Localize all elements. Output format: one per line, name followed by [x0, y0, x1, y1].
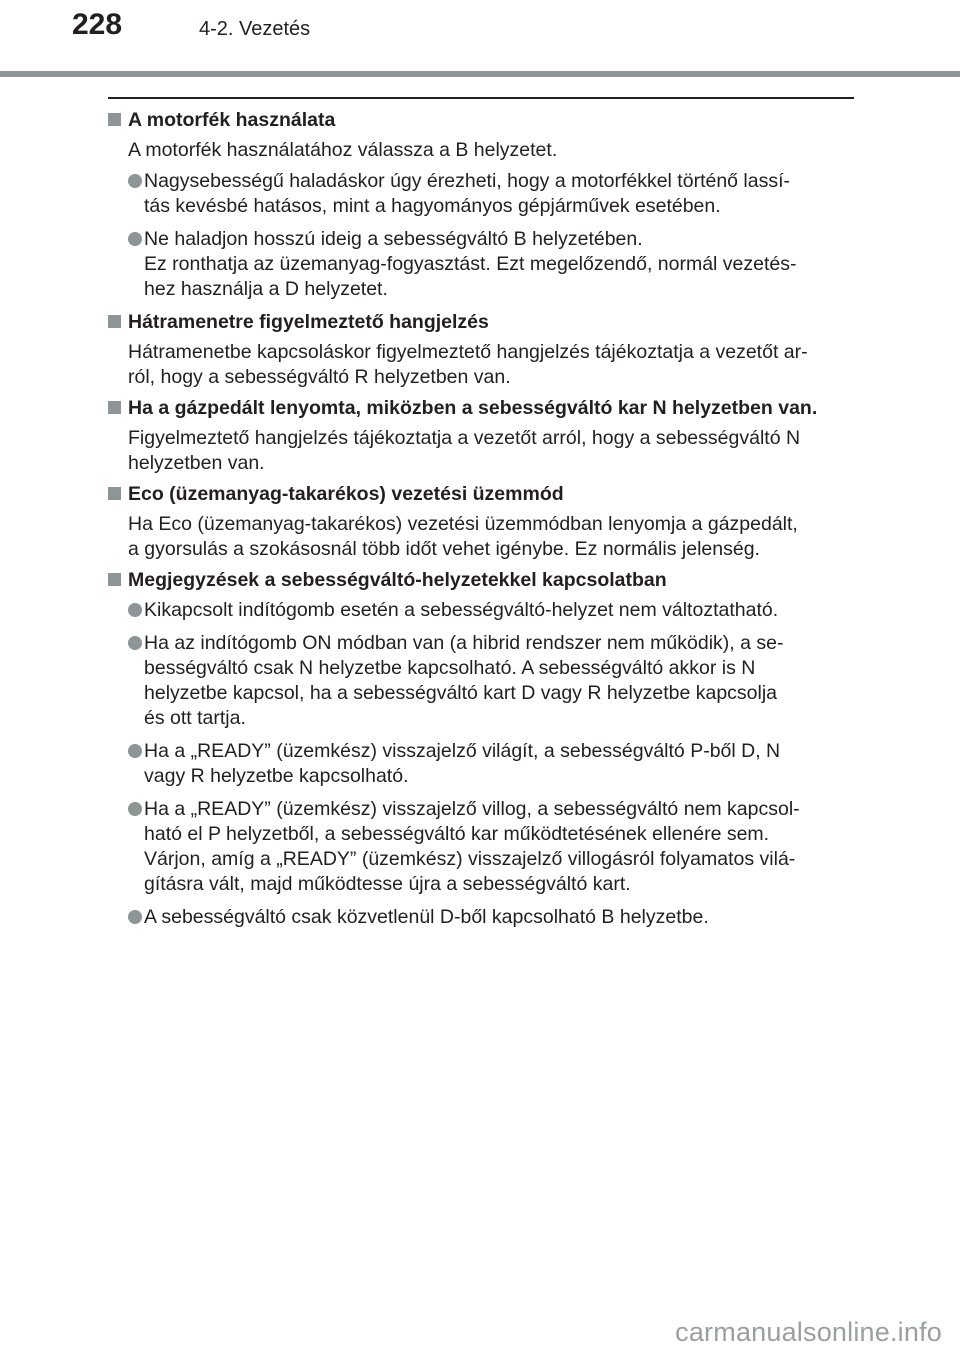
section — [108, 396, 854, 476]
square-bullet-icon — [108, 315, 121, 328]
paragraph-line: Figyelmeztető hangjelzés tájékoztatja a vezetőt arról, hogy a sebességváltó N — [128, 427, 801, 449]
paragraph — [108, 512, 854, 562]
section-heading — [108, 310, 854, 335]
section — [108, 108, 854, 302]
section — [108, 568, 854, 930]
section-heading — [108, 396, 854, 421]
section-heading-text: Ha a gázpedált lenyomta, miközben a sebességváltó kar N helyzetben van. — [128, 397, 818, 419]
bullet-line: gításra vált, majd működtesse újra a sebességváltó kart. — [144, 873, 631, 895]
bullet-line: Kikapcsolt indítógomb esetén a sebességváltó-helyzet nem változtatható. — [144, 599, 779, 621]
square-bullet-icon — [108, 487, 121, 500]
section-title: 4-2. Vezetés — [199, 18, 311, 40]
bullet-line: Ne haladjon hosszú ideig a sebességváltó B helyzetében. — [144, 228, 643, 250]
bullet-line: Ha az indítógomb ON módban van (a hibrid rendszer nem működik), a se- — [144, 632, 784, 654]
bullet-item — [108, 169, 854, 219]
paragraph-line: helyzetben van. — [128, 452, 265, 474]
paragraph — [108, 340, 854, 390]
bullet-line: Várjon, amíg a „READY” (üzemkész) visszajelző villogásról folyamatos vilá- — [144, 848, 796, 870]
page-number: 228 — [72, 8, 123, 41]
square-bullet-icon — [108, 401, 121, 414]
paragraph-line: ról, hogy a sebességváltó R helyzetben van. — [128, 366, 511, 388]
bullet-line: Ha a „READY” (üzemkész) visszajelző villog, a sebességváltó nem kapcsol- — [144, 798, 800, 820]
bullet-line: tás kevésbé hatásos, mint a hagyományos gépjárművek esetében. — [144, 195, 721, 217]
bullet-line: ható el P helyzetből, a sebességváltó kar működtetésének ellenére sem. — [144, 823, 770, 845]
page-content — [108, 108, 854, 938]
bullet-item — [108, 739, 854, 789]
section-heading-text: Megjegyzések a sebességváltó-helyzetekkel kapcsolatban — [128, 569, 667, 591]
bullet-line: Ez ronthatja az üzemanyag-fogyasztást. Ezt megelőzendő, normál vezetés- — [144, 253, 797, 275]
paragraph-line: Hátramenetbe kapcsoláskor figyelmeztető hangjelzés tájékoztatja a vezetőt ar- — [128, 341, 808, 363]
header-divider — [0, 71, 960, 77]
paragraph-line: A motorfék használatához válassza a B helyzetet. — [128, 139, 558, 161]
bullet-line: Nagysebességű haladáskor úgy érezheti, hogy a motorfékkel történő lassí- — [144, 170, 791, 192]
content-top-rule — [108, 97, 854, 99]
paragraph — [108, 426, 854, 476]
section — [108, 310, 854, 390]
paragraph-line: Ha Eco (üzemanyag-takarékos) vezetési üzemmódban lenyomja a gázpedált, — [128, 513, 798, 535]
bullet-item — [108, 598, 854, 623]
section — [108, 482, 854, 562]
bullet-line: vagy R helyzetbe kapcsolható. — [144, 765, 409, 787]
bullet-line: Ha a „READY” (üzemkész) visszajelző világít, a sebességváltó P-ből D, N — [144, 740, 781, 762]
section-heading — [108, 568, 854, 593]
paragraph-line: a gyorsulás a szokásosnál több időt vehet igénybe. Ez normális jelenség. — [128, 538, 760, 560]
bullet-item — [108, 631, 854, 731]
section-heading-text: Eco (üzemanyag-takarékos) vezetési üzemmód — [128, 483, 564, 505]
bullet-line: hez használja a D helyzetet. — [144, 278, 388, 300]
round-bullet-icon — [128, 636, 142, 650]
round-bullet-icon — [128, 603, 142, 617]
section-heading — [108, 482, 854, 507]
section-heading-text: A motorfék használata — [128, 109, 336, 131]
bullet-line: A sebességváltó csak közvetlenül D-ből kapcsolható B helyzetbe. — [144, 906, 709, 928]
bullet-line: helyzetbe kapcsol, ha a sebességváltó kart D vagy R helyzetbe kapcsolja — [144, 682, 778, 704]
bullet-line: és ott tartja. — [144, 707, 246, 729]
watermark: carmanualsonline.info — [675, 1317, 942, 1347]
bullet-item — [108, 797, 854, 897]
square-bullet-icon — [108, 573, 121, 586]
bullet-item — [108, 905, 854, 930]
round-bullet-icon — [128, 802, 142, 816]
paragraph — [108, 138, 854, 163]
section-heading-text: Hátramenetre figyelmeztető hangjelzés — [128, 311, 489, 333]
section-heading — [108, 108, 854, 133]
round-bullet-icon — [128, 910, 142, 924]
bullet-line: bességváltó csak N helyzetbe kapcsolható. A sebességváltó akkor is N — [144, 657, 756, 679]
round-bullet-icon — [128, 174, 142, 188]
bullet-item — [108, 227, 854, 302]
page-header — [0, 0, 960, 80]
square-bullet-icon — [108, 113, 121, 126]
round-bullet-icon — [128, 744, 142, 758]
round-bullet-icon — [128, 232, 142, 246]
